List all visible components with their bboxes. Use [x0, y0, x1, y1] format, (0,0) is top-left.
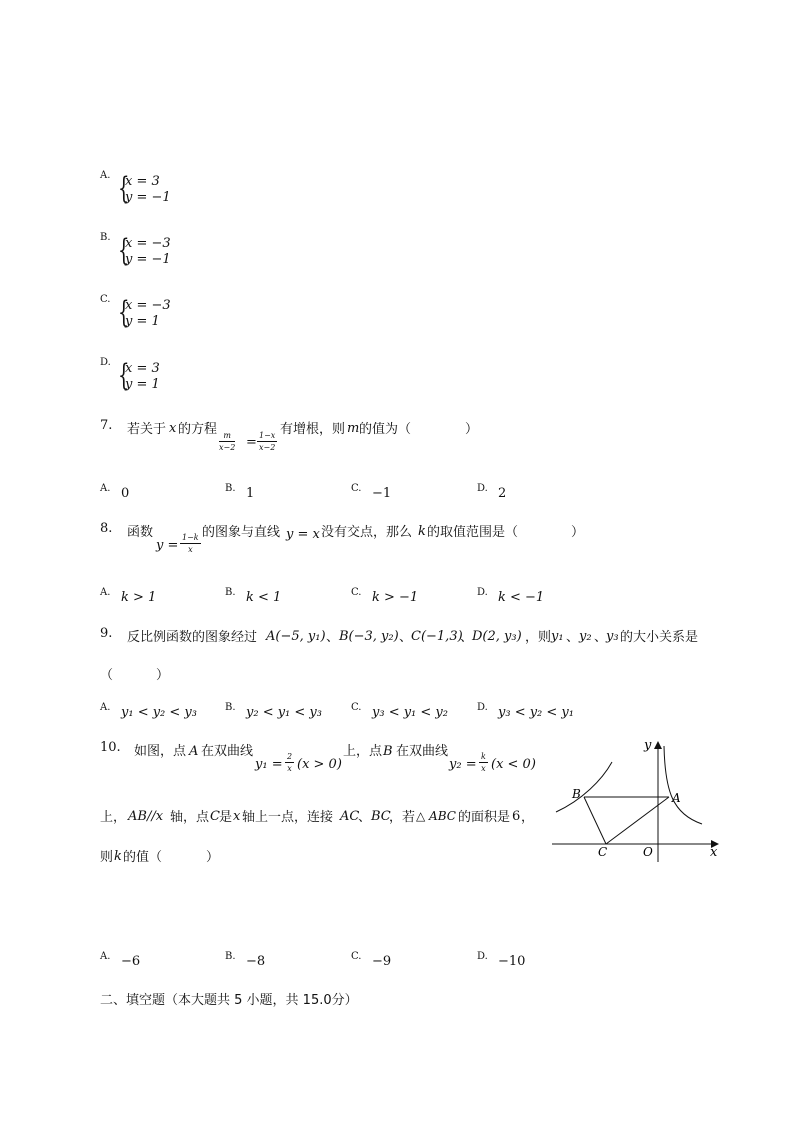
var-x: x — [169, 421, 177, 436]
option-value: −10 — [498, 954, 526, 969]
answer-paren-open: （ — [100, 668, 114, 683]
var-k: k — [114, 849, 122, 864]
option-label: A. — [100, 951, 111, 962]
stem-text: 函数 — [127, 525, 154, 540]
option-value: k > −1 — [372, 590, 419, 605]
frac-num: 1−k — [182, 533, 199, 542]
option-label: B. — [100, 232, 111, 243]
line-equation: y = x — [286, 527, 320, 542]
system-line-x: x = −3 — [125, 236, 171, 251]
option-value: y₁ < y₂ < y₃ — [121, 705, 197, 720]
answer-paren-close: ） — [156, 668, 170, 683]
option-value: 2 — [498, 486, 507, 501]
option-label: B. — [225, 702, 236, 713]
equals: = — [246, 435, 257, 450]
frac-den: x−2 — [219, 443, 236, 452]
var-m: m — [347, 421, 360, 436]
q7-options — [100, 483, 540, 503]
hyperbola-2-fraction — [479, 751, 488, 774]
var-x: x — [233, 809, 241, 824]
hyperbola-1-fraction — [285, 751, 294, 774]
system-line-x: x = 3 — [125, 361, 160, 376]
var-y3: y₃ — [606, 629, 619, 644]
stem-text: 上， — [100, 810, 127, 825]
var-y2: y₂ — [579, 629, 592, 644]
option-label: C. — [351, 483, 362, 494]
function-lhs: y = — [156, 538, 179, 553]
point-d: D(2, y₃) — [472, 629, 522, 644]
option-value: y₂ < y₁ < y₃ — [246, 705, 322, 720]
question-number: 10. — [100, 740, 121, 755]
stem-text: ） — [571, 525, 585, 540]
q9-stem — [100, 626, 720, 686]
y-axis-label: y — [644, 738, 652, 753]
option-value: k < −1 — [498, 590, 545, 605]
section-heading: 二、填空题（本大题共 5 小题，共 15.0分） — [100, 993, 358, 1008]
var-c: C — [210, 809, 220, 824]
option-label: A. — [100, 170, 111, 181]
system-line-x: x = 3 — [125, 174, 160, 189]
hyperbola-2-lhs: y₂ = — [449, 757, 477, 772]
separator: 、 — [326, 630, 340, 645]
point-a: A(−5, y₁) — [266, 629, 326, 644]
system-line-x: x = −3 — [125, 298, 171, 313]
stem-text: 则 — [100, 850, 114, 865]
frac-num: m — [219, 430, 235, 442]
var-y1: y₁ — [551, 629, 564, 644]
option-label: A. — [100, 702, 111, 713]
stem-text: ） — [206, 850, 220, 865]
stem-text: 的值（ — [123, 850, 163, 865]
system-line-y: y = 1 — [125, 314, 160, 329]
separator: 、 — [566, 630, 580, 645]
fraction-1 — [219, 430, 235, 453]
system-brace: { — [118, 233, 130, 268]
option-value: −9 — [372, 954, 392, 969]
q9-options — [100, 702, 580, 722]
stem-text: ，若 — [389, 810, 416, 825]
stem-text: 的方程 — [178, 422, 218, 437]
stem-text: 上，点 — [343, 744, 383, 759]
option-value: 0 — [121, 486, 130, 501]
frac-num: 2 — [287, 752, 293, 761]
system-brace: { — [118, 295, 130, 330]
segment-bc: BC — [371, 809, 391, 824]
separator: 、 — [594, 630, 608, 645]
option-value: k > 1 — [121, 590, 157, 605]
option-label: C. — [351, 587, 362, 598]
q8-options — [100, 587, 560, 607]
question-number: 9. — [100, 626, 113, 641]
option-label: D. — [477, 587, 488, 598]
system-line-y: y = 1 — [125, 377, 160, 392]
stem-text: 如图，点 — [134, 744, 187, 759]
system-brace: { — [118, 358, 130, 393]
stem-text: ） — [465, 422, 479, 437]
stem-text: 轴上一点，连接 — [242, 810, 334, 825]
option-label: C. — [351, 702, 362, 713]
option-label: C. — [351, 951, 362, 962]
ab-parallel-x: AB//x — [128, 809, 164, 824]
stem-text: 反比例函数的图象经过 — [127, 630, 258, 645]
segment-bc — [584, 797, 606, 844]
hyperbola-negative — [556, 762, 612, 812]
fraction-2 — [257, 430, 277, 453]
area-value: 6 — [512, 809, 521, 824]
option-value: 1 — [246, 486, 255, 501]
stem-text: 的值为（ — [359, 422, 412, 437]
point-a-label: A — [672, 791, 681, 805]
hyperbola-positive — [664, 746, 702, 824]
origin-label: O — [643, 845, 653, 859]
option-value: k < 1 — [246, 590, 282, 605]
stem-text: 的图象与直线 — [202, 525, 281, 540]
stem-text: ，则 — [525, 630, 552, 645]
frac-den: x — [188, 545, 193, 554]
var-b: B — [383, 744, 393, 759]
point-c: C(−1,3) — [411, 629, 463, 644]
option-label: D. — [477, 951, 488, 962]
stem-text: 若关于 — [127, 422, 167, 437]
stem-text: 的面积是 — [458, 810, 511, 825]
option-label: D. — [477, 483, 488, 494]
option-label: B. — [225, 483, 236, 494]
frac-den: x — [481, 764, 486, 773]
stem-text: 在双曲线 — [396, 744, 449, 759]
option-value: −8 — [246, 954, 266, 969]
frac-den: x−2 — [259, 443, 276, 452]
option-label: A. — [100, 587, 111, 598]
separator: 、 — [358, 810, 372, 825]
stem-text: 在双曲线 — [201, 744, 254, 759]
question-number: 7. — [100, 418, 113, 433]
stem-text: 没有交点，那么 — [321, 525, 413, 540]
frac-den: x — [287, 764, 292, 773]
hyperbola-2-condition: (x < 0) — [491, 757, 536, 772]
segment-ac: AC — [340, 809, 360, 824]
point-c-label: C — [598, 845, 608, 859]
point-b: B(−3, y₂) — [339, 629, 399, 644]
stem-text: 有增根，则 — [280, 422, 346, 437]
option-label: D. — [477, 702, 488, 713]
hyperbola-1-lhs: y₁ = — [255, 757, 283, 772]
option-label: A. — [100, 483, 111, 494]
option-label: B. — [225, 951, 236, 962]
stem-text: ， — [521, 810, 535, 825]
stem-text: 是 — [219, 810, 233, 825]
question-number: 8. — [100, 521, 113, 536]
stem-text: 的取值范围是（ — [427, 525, 519, 540]
option-value: y₃ < y₂ < y₁ — [498, 705, 574, 720]
q10-figure — [548, 732, 728, 864]
frac-num: k — [481, 752, 486, 761]
separator: 、 — [399, 630, 413, 645]
option-value: −6 — [121, 954, 141, 969]
x-axis-label: x — [710, 845, 718, 860]
segment-ac — [606, 797, 669, 844]
system-line-y: y = −1 — [125, 190, 171, 205]
system-brace: { — [118, 171, 130, 206]
triangle-abc: △ ABC — [416, 809, 456, 823]
separator: 、 — [460, 630, 474, 645]
option-label: B. — [225, 587, 236, 598]
fraction — [180, 532, 201, 555]
var-k: k — [418, 524, 426, 539]
stem-text: 的大小关系是 — [620, 630, 699, 645]
hyperbola-1-condition: (x > 0) — [297, 757, 342, 772]
stem-text: 轴，点 — [170, 810, 210, 825]
point-b-label: B — [572, 787, 581, 801]
option-value: −1 — [372, 486, 392, 501]
option-label: D. — [100, 357, 111, 368]
q10-options — [100, 951, 560, 971]
frac-num: 1−x — [259, 431, 276, 440]
option-label: C. — [100, 294, 111, 305]
q10-stem — [100, 740, 550, 870]
var-a: A — [189, 744, 199, 759]
option-value: y₃ < y₁ < y₂ — [372, 705, 448, 720]
system-line-y: y = −1 — [125, 252, 171, 267]
